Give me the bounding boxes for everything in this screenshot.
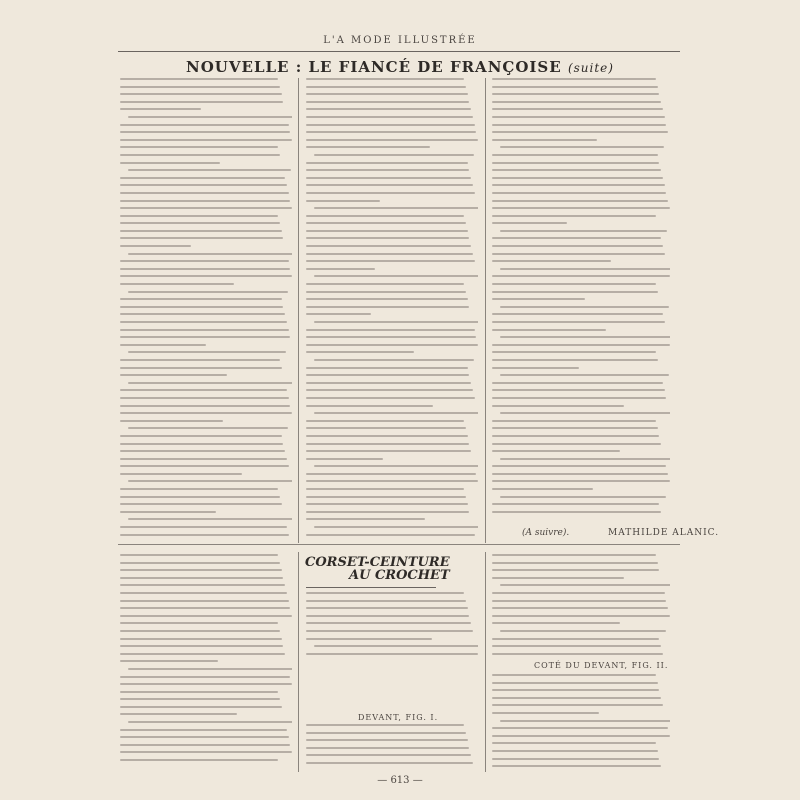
text-line (120, 503, 282, 505)
text-line (120, 736, 289, 738)
text-line (120, 336, 290, 338)
text-line (492, 200, 668, 202)
text-line (120, 374, 227, 376)
text-line (492, 712, 599, 714)
masthead: L'A MODE ILLUSTRÉE (323, 35, 477, 46)
text-line (306, 336, 476, 338)
text-line (492, 577, 624, 579)
corset-title (305, 556, 450, 582)
text-line (120, 306, 283, 308)
text-line (492, 697, 661, 699)
text-line (492, 169, 661, 171)
text-line (120, 638, 282, 640)
text-line (306, 116, 473, 118)
text-line (120, 751, 292, 753)
text-line (306, 344, 478, 346)
text-line (492, 427, 658, 429)
text-line (306, 313, 371, 315)
text-line (492, 653, 663, 655)
text-line (492, 86, 658, 88)
text-line (128, 668, 292, 670)
text-line (500, 268, 670, 270)
text-line (492, 607, 668, 609)
text-line (492, 389, 665, 391)
devant-heading: DEVANT, FIG. I. (358, 713, 439, 722)
text-line (492, 435, 659, 437)
text-line (306, 169, 469, 171)
text-line (492, 351, 656, 353)
text-line (492, 108, 663, 110)
text-line (120, 698, 280, 700)
text-line (492, 420, 656, 422)
text-line (306, 260, 475, 262)
text-line (306, 480, 478, 482)
text-line (120, 389, 287, 391)
text-line (120, 473, 242, 475)
text-line (306, 622, 471, 624)
text-line (492, 473, 668, 475)
text-line (500, 374, 669, 376)
text-line (492, 735, 670, 737)
text-line (120, 131, 290, 133)
text-line (500, 336, 670, 338)
text-line (492, 101, 661, 103)
text-line (120, 124, 289, 126)
text-line (120, 405, 290, 407)
text-line (120, 162, 220, 164)
text-line (500, 584, 670, 586)
text-line (120, 534, 289, 536)
text-line (314, 412, 478, 414)
text-line (128, 116, 292, 118)
text-line (120, 86, 280, 88)
article-column-2 (306, 78, 478, 542)
text-line (492, 359, 658, 361)
text-line (306, 268, 375, 270)
corset-column-2-cont (492, 674, 670, 772)
column-rule (298, 78, 299, 543)
text-line (128, 518, 292, 520)
text-line (306, 754, 471, 756)
text-line (306, 762, 473, 764)
text-line (492, 465, 666, 467)
text-line (306, 298, 468, 300)
text-line (128, 382, 292, 384)
text-line (306, 351, 414, 353)
column-rule (485, 78, 486, 543)
article-column-3 (492, 78, 670, 518)
text-line (120, 200, 290, 202)
corset-column-2 (492, 554, 670, 662)
text-line (306, 420, 464, 422)
text-line (120, 607, 290, 609)
text-line (306, 503, 468, 505)
text-line (492, 382, 663, 384)
text-line (306, 450, 471, 452)
text-line (492, 758, 659, 760)
cote-heading: COTÉ DU DEVANT, FIG. II. (534, 661, 669, 670)
text-line (306, 389, 473, 391)
text-line (306, 747, 469, 749)
text-line (306, 739, 468, 741)
text-line (492, 154, 658, 156)
text-line (492, 93, 659, 95)
text-line (120, 465, 289, 467)
text-line (492, 397, 666, 399)
text-line (492, 503, 659, 505)
text-line (120, 268, 290, 270)
text-line (492, 321, 665, 323)
text-line (306, 184, 473, 186)
text-line (314, 154, 474, 156)
text-line (128, 480, 292, 482)
text-line (120, 744, 290, 746)
text-line (120, 222, 280, 224)
corset-title-line2: AU CROCHET (349, 568, 450, 583)
text-line (120, 458, 287, 460)
text-line (492, 704, 663, 706)
text-line (306, 230, 468, 232)
text-line (306, 443, 469, 445)
text-line (120, 592, 287, 594)
text-line (492, 511, 661, 513)
text-line (500, 630, 666, 632)
text-line (492, 554, 656, 556)
text-line (120, 645, 283, 647)
page-number: — 613 — (377, 775, 423, 786)
text-line (492, 443, 661, 445)
text-line (492, 215, 656, 217)
text-line (492, 742, 656, 744)
text-line (306, 534, 475, 536)
text-line (306, 600, 466, 602)
text-line (128, 721, 292, 723)
text-line (492, 207, 670, 209)
text-line (120, 237, 283, 239)
text-line (306, 124, 475, 126)
text-line (306, 427, 466, 429)
text-line (120, 615, 292, 617)
text-line (120, 526, 287, 528)
text-line (120, 443, 283, 445)
text-line (120, 569, 282, 571)
text-line (128, 253, 292, 255)
text-line (120, 706, 282, 708)
text-line (120, 691, 278, 693)
text-line (306, 405, 433, 407)
text-line (492, 260, 611, 262)
text-line (492, 275, 670, 277)
article-title-text: NOUVELLE : LE FIANCÉ DE FRANÇOISE (186, 58, 562, 76)
text-line (120, 584, 285, 586)
text-line (306, 511, 469, 513)
text-line (306, 473, 476, 475)
text-line (306, 435, 468, 437)
text-line (120, 139, 292, 141)
text-line (128, 169, 291, 171)
text-line (120, 298, 282, 300)
text-line (492, 222, 567, 224)
text-line (492, 638, 659, 640)
text-line (120, 177, 285, 179)
text-line (306, 518, 425, 520)
text-line (492, 283, 656, 285)
text-line (306, 488, 464, 490)
text-line (128, 427, 288, 429)
text-line (492, 184, 665, 186)
text-line (120, 313, 285, 315)
text-line (306, 397, 475, 399)
text-line (492, 592, 665, 594)
text-line (128, 351, 286, 353)
text-line (120, 245, 191, 247)
text-line (306, 367, 468, 369)
text-line (306, 653, 478, 655)
text-line (492, 313, 663, 315)
text-line (120, 397, 289, 399)
text-line (306, 374, 469, 376)
text-line (492, 622, 620, 624)
text-line (500, 146, 664, 148)
text-line (120, 192, 289, 194)
text-line (492, 727, 668, 729)
text-line (306, 146, 430, 148)
text-line (120, 676, 290, 678)
text-line (492, 177, 663, 179)
text-line (314, 465, 478, 467)
text-line (120, 367, 282, 369)
text-line (492, 765, 661, 767)
text-line (306, 732, 466, 734)
text-line (492, 367, 579, 369)
text-line (306, 607, 468, 609)
text-line (120, 435, 282, 437)
text-line (492, 682, 658, 684)
column-rule (485, 552, 486, 772)
text-line (492, 600, 666, 602)
section-rule (118, 544, 680, 545)
text-line (492, 569, 659, 571)
text-line (306, 638, 432, 640)
text-line (120, 321, 287, 323)
corset-column-1 (306, 592, 478, 662)
text-line (306, 86, 466, 88)
text-line (492, 131, 668, 133)
text-line (306, 306, 469, 308)
text-line (492, 689, 659, 691)
text-line (306, 108, 471, 110)
text-line (492, 480, 670, 482)
text-line (306, 215, 464, 217)
text-line (120, 660, 218, 662)
text-line (306, 329, 475, 331)
text-line (314, 275, 478, 277)
text-line (306, 93, 468, 95)
text-line (120, 759, 278, 761)
text-line (500, 412, 670, 414)
text-line (492, 116, 665, 118)
text-line (306, 458, 383, 460)
text-line (120, 108, 201, 110)
text-line (492, 139, 597, 141)
text-line (492, 615, 670, 617)
text-line (306, 78, 464, 80)
text-line (120, 215, 278, 217)
text-line (120, 154, 280, 156)
corset-title-line1: CORSET-CEINTURE (305, 555, 450, 570)
text-line (120, 420, 223, 422)
text-line (492, 298, 585, 300)
text-line (492, 645, 661, 647)
text-line (120, 554, 278, 556)
text-line (120, 600, 289, 602)
text-line (120, 577, 283, 579)
text-line (500, 458, 670, 460)
text-line (500, 720, 670, 722)
text-line (492, 245, 663, 247)
text-line (492, 488, 593, 490)
text-line (306, 192, 475, 194)
text-line (306, 592, 464, 594)
text-line (306, 200, 380, 202)
text-line (306, 162, 468, 164)
text-line (306, 496, 466, 498)
text-line (492, 674, 656, 676)
text-line (120, 283, 234, 285)
text-line (120, 146, 278, 148)
text-line (314, 645, 478, 647)
text-line (120, 184, 287, 186)
text-line (306, 630, 473, 632)
text-line (120, 329, 289, 331)
text-line (120, 230, 282, 232)
text-line (306, 283, 464, 285)
text-line (500, 306, 669, 308)
text-line (492, 253, 665, 255)
corset-column-1-cont (306, 724, 478, 770)
column-rule (298, 552, 299, 772)
corset-title-rule (306, 587, 436, 588)
text-line (306, 245, 471, 247)
text-line (306, 724, 464, 726)
text-line (492, 329, 606, 331)
text-line (492, 450, 620, 452)
text-line (492, 291, 658, 293)
text-line (120, 511, 216, 513)
text-line (120, 275, 292, 277)
text-line (492, 237, 661, 239)
text-line (306, 222, 466, 224)
text-line (492, 124, 666, 126)
text-line (314, 359, 474, 361)
text-line (120, 412, 292, 414)
text-line (120, 450, 285, 452)
text-line (120, 344, 206, 346)
article-title (0, 58, 800, 76)
masthead-rule (118, 51, 680, 52)
to-be-continued: (A suivre). (522, 528, 570, 538)
text-line (492, 192, 666, 194)
text-line (306, 237, 469, 239)
text-line (120, 562, 280, 564)
text-line (306, 291, 466, 293)
text-line (120, 78, 278, 80)
text-line (500, 496, 666, 498)
text-line (120, 630, 280, 632)
text-line (128, 291, 288, 293)
text-line (120, 260, 289, 262)
article-title-suffix: (suite) (567, 61, 614, 75)
essay-column (120, 554, 292, 772)
text-line (306, 139, 478, 141)
text-line (492, 344, 670, 346)
text-line (306, 177, 471, 179)
article-author: MATHILDE ALANIC. (608, 528, 720, 538)
text-line (492, 750, 658, 752)
text-line (306, 382, 471, 384)
text-line (120, 359, 280, 361)
text-line (120, 622, 278, 624)
text-line (120, 683, 292, 685)
text-line (500, 230, 667, 232)
text-line (492, 78, 656, 80)
text-line (120, 496, 280, 498)
text-line (120, 729, 287, 731)
text-line (120, 93, 282, 95)
article-column-1 (120, 78, 292, 542)
text-line (120, 101, 283, 103)
text-line (120, 207, 292, 209)
text-line (314, 321, 478, 323)
text-line (120, 713, 237, 715)
text-line (120, 488, 278, 490)
text-line (314, 207, 478, 209)
text-line (492, 405, 624, 407)
text-line (306, 253, 473, 255)
text-line (120, 653, 285, 655)
text-line (306, 615, 469, 617)
text-line (306, 131, 476, 133)
text-line (306, 101, 469, 103)
text-line (314, 526, 478, 528)
text-line (492, 162, 659, 164)
text-line (492, 562, 658, 564)
